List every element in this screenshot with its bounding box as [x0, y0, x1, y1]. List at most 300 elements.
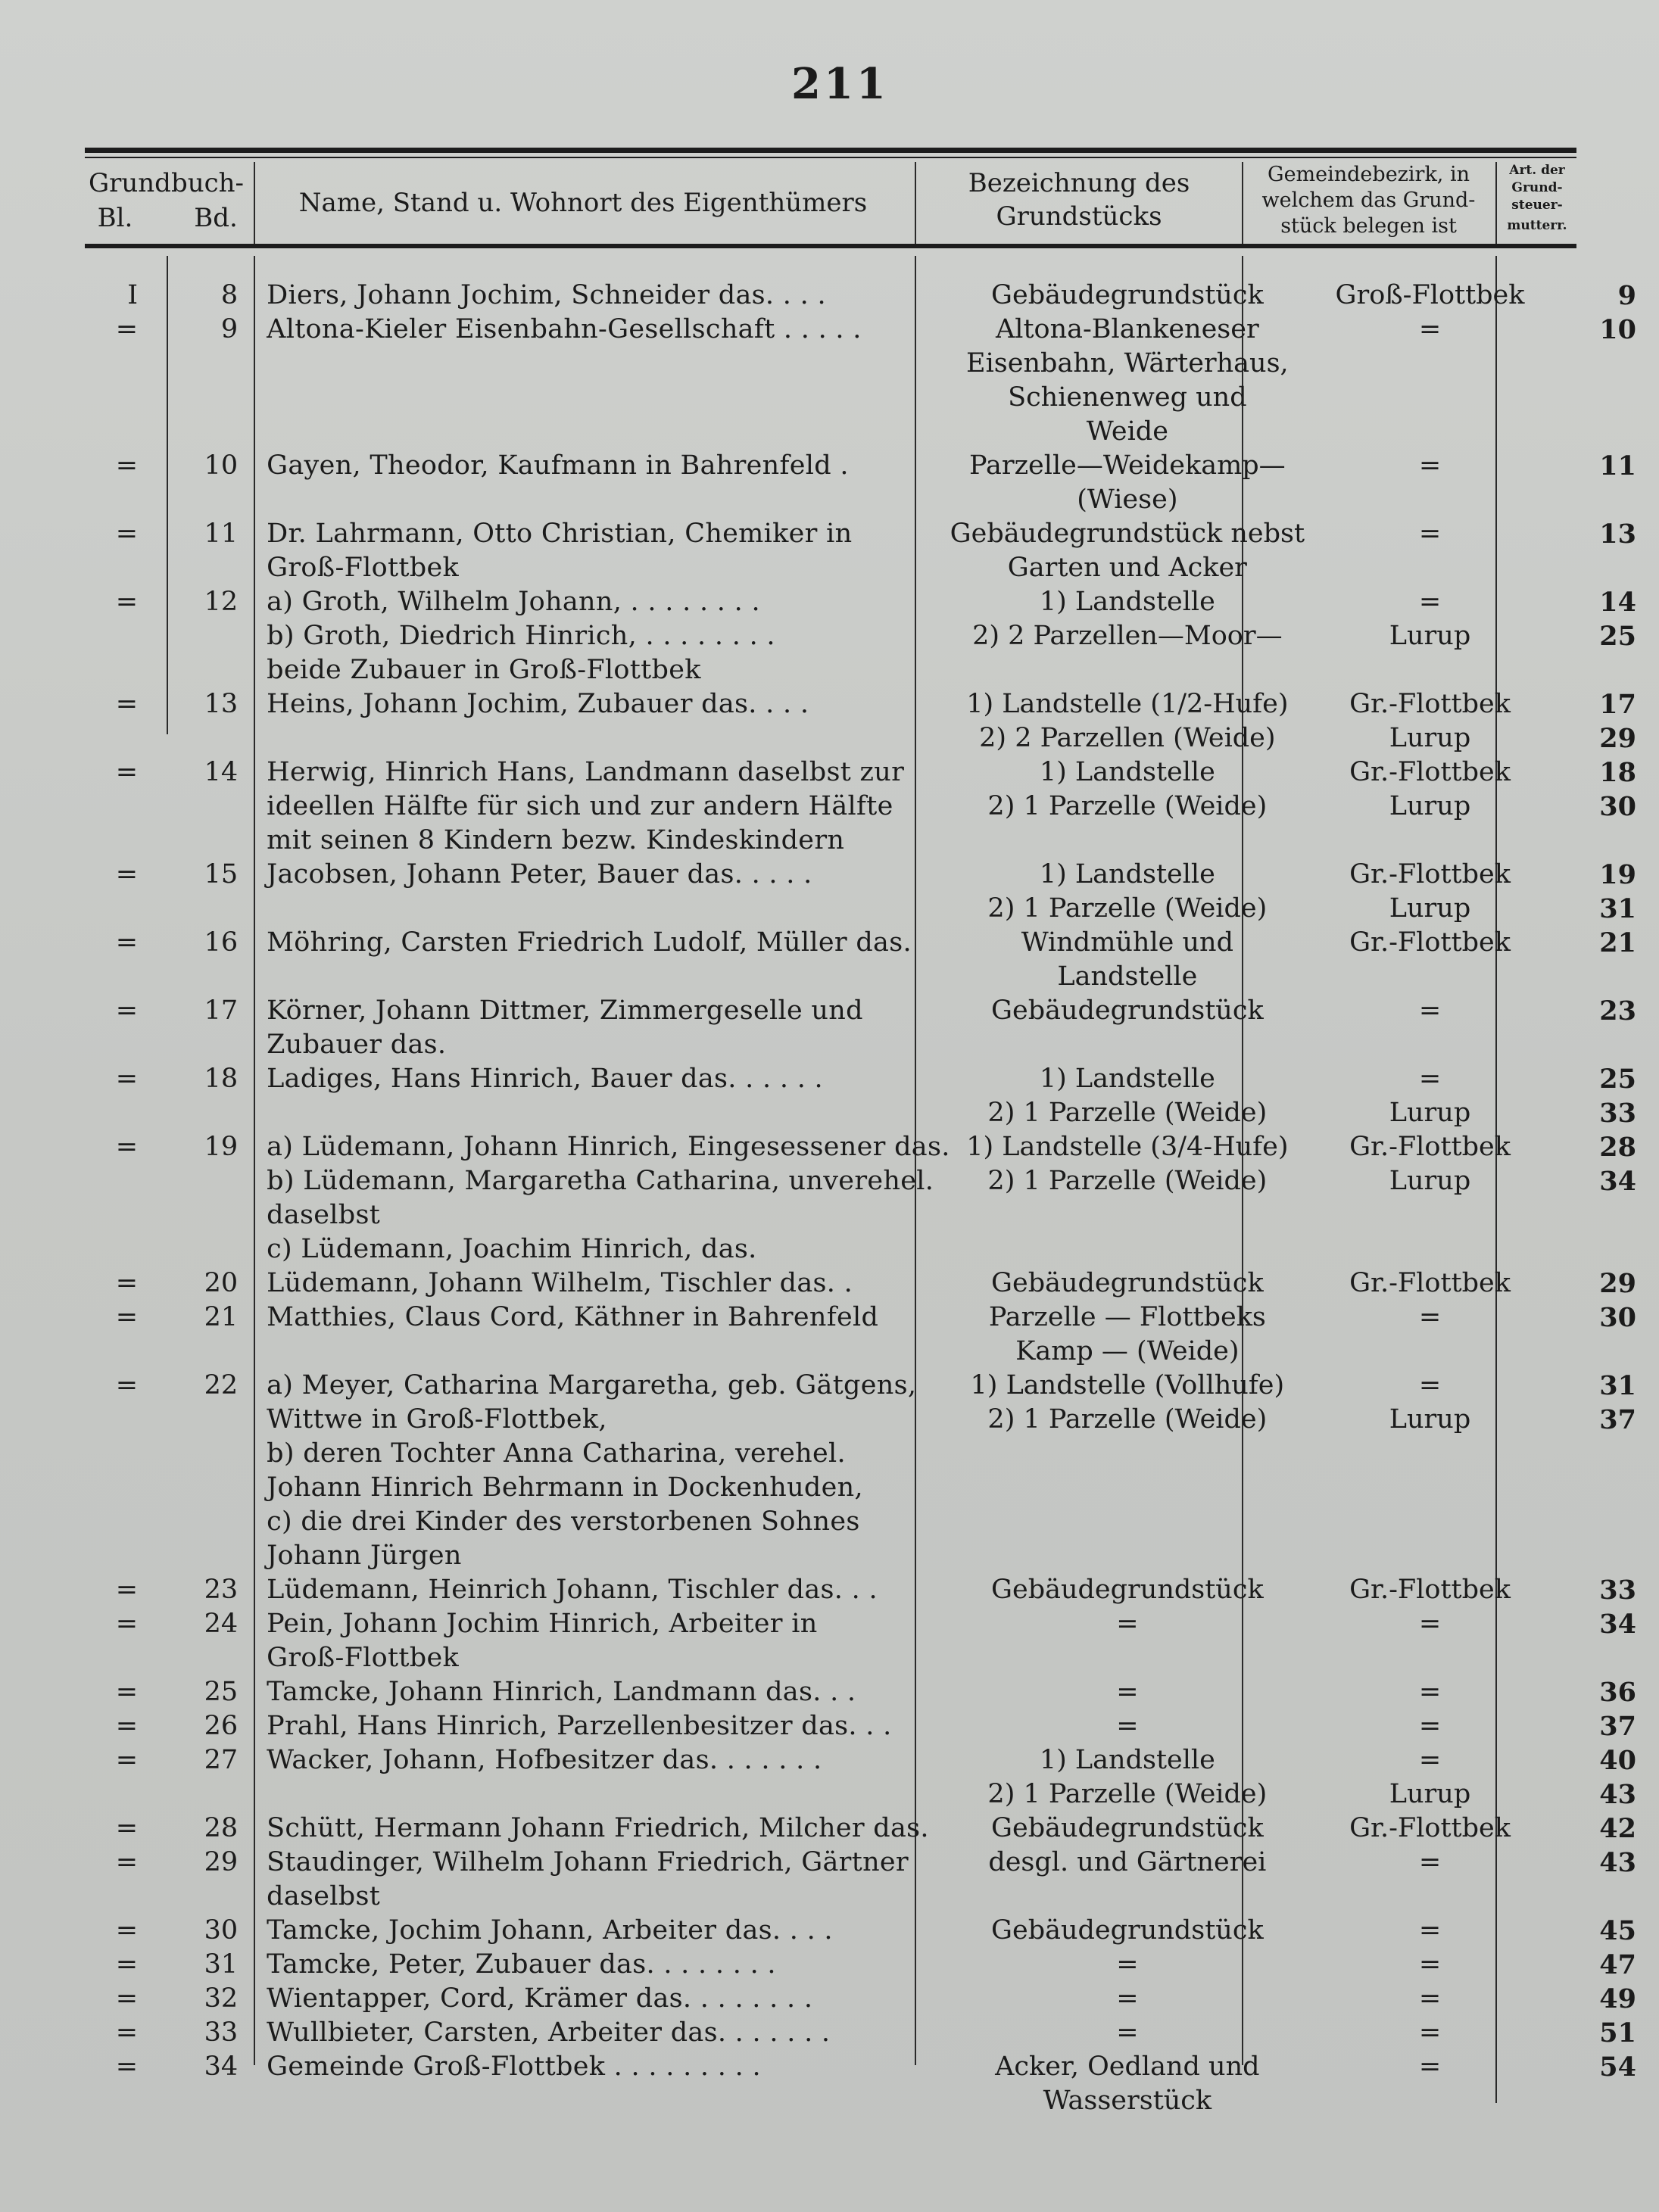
row-bd	[161, 1164, 253, 1198]
row-desc: 1) Landstelle	[1039, 587, 1215, 617]
table-row	[72, 926, 1659, 960]
row-art: 34	[1599, 1609, 1636, 1640]
row-gemeinde: Gr.-Flottbek	[1349, 757, 1511, 787]
header-gemeinde-2: welchem das Grund-	[1261, 188, 1476, 212]
row-name: a) Meyer, Catharina Margaretha, geb. Gätgens,	[267, 1370, 917, 1400]
row-art	[1555, 1880, 1659, 1914]
row-art: 18	[1599, 757, 1636, 788]
row-desc: 2) 1 Parzelle (Weide)	[987, 1098, 1268, 1128]
row-name: Zubauer das.	[267, 1030, 447, 1060]
row-gemeinde: =	[1418, 995, 1442, 1026]
row-desc	[950, 653, 1305, 687]
row-gemeinde: =	[1418, 2052, 1442, 2082]
row-gemeinde: Lurup	[1389, 621, 1471, 651]
row-bl	[72, 1539, 161, 1573]
row-gemeinde: =	[1418, 1915, 1442, 1946]
table-row	[72, 1471, 1659, 1505]
row-art: 29	[1599, 723, 1636, 754]
table-row	[72, 2016, 1659, 2050]
row-art	[1555, 2084, 1659, 2118]
row-name: Heins, Johann Jochim, Zubauer das. . . .	[267, 689, 809, 719]
row-desc: =	[1116, 1711, 1139, 1741]
header-art-3: steuer-	[1511, 198, 1563, 213]
row-name	[253, 1777, 950, 1812]
table-row	[72, 483, 1659, 517]
row-desc: Gebäudegrundstück	[991, 1915, 1264, 1946]
row-desc	[950, 1471, 1305, 1505]
row-art: 36	[1599, 1677, 1636, 1708]
row-name	[253, 721, 950, 756]
table-row	[72, 1709, 1659, 1743]
row-art: 51	[1599, 2017, 1636, 2048]
row-bl: =	[115, 1813, 139, 1843]
row-art: 30	[1599, 1302, 1636, 1333]
row-name: Möhring, Carsten Friedrich Ludolf, Müller das.	[267, 927, 912, 958]
row-name: a) Lüdemann, Johann Hinrich, Eingesessener das.	[267, 1132, 950, 1162]
row-art: 29	[1599, 1268, 1636, 1299]
row-bl: =	[115, 1949, 139, 1980]
table-row	[72, 2050, 1659, 2084]
row-name: Gemeinde Groß-Flottbek . . . . . . . . .	[267, 2052, 761, 2082]
row-art	[1555, 1505, 1659, 1539]
row-desc: 2) 1 Parzelle (Weide)	[987, 791, 1268, 821]
row-name	[253, 892, 950, 926]
row-bd	[161, 824, 253, 858]
row-bd: 32	[204, 1983, 239, 2014]
row-bl: =	[115, 1064, 139, 1094]
row-desc	[950, 1505, 1305, 1539]
table-row	[72, 585, 1659, 619]
row-desc: 1) Landstelle (1/2-Hufe)	[966, 689, 1289, 719]
header-col-sep	[1242, 162, 1243, 244]
row-bd	[161, 1198, 253, 1232]
row-desc: Garten und Acker	[1007, 553, 1247, 583]
row-name: Lüdemann, Heinrich Johann, Tischler das. . .	[267, 1575, 878, 1605]
row-desc: 2) 1 Parzelle (Weide)	[987, 893, 1268, 924]
row-bl: =	[115, 757, 139, 787]
row-bl	[72, 1164, 161, 1198]
row-art: 49	[1599, 1983, 1636, 2014]
row-bd: 25	[204, 1677, 239, 1707]
table-row	[72, 1403, 1659, 1437]
row-gemeinde: Gr.-Flottbek	[1349, 859, 1511, 889]
row-bl	[72, 1198, 161, 1232]
row-gemeinde	[1305, 1028, 1555, 1062]
row-name	[253, 2084, 950, 2118]
row-art	[1555, 1198, 1659, 1232]
row-name: Herwig, Hinrich Hans, Landmann daselbst zur	[267, 757, 905, 787]
row-bd	[161, 1505, 253, 1539]
row-bl	[72, 381, 161, 415]
row-desc: Gebäudegrundstück	[991, 995, 1264, 1026]
table-row	[72, 653, 1659, 687]
row-desc: =	[1116, 2017, 1139, 2048]
row-gemeinde: =	[1418, 1370, 1442, 1400]
row-gemeinde	[1305, 1539, 1555, 1573]
row-desc: Gebäudegrundstück	[991, 1268, 1264, 1298]
top-rule	[85, 148, 1576, 153]
table-row	[72, 1130, 1659, 1164]
row-name: beide Zubauer in Groß-Flottbek	[267, 655, 701, 685]
row-bl: I	[127, 280, 139, 310]
table-row	[72, 1914, 1659, 1948]
row-bl	[72, 347, 161, 381]
row-art: 30	[1599, 791, 1636, 822]
row-gemeinde: Lurup	[1389, 1166, 1471, 1196]
row-name: Diers, Johann Jochim, Schneider das. . . .	[267, 280, 826, 310]
row-gemeinde: =	[1418, 519, 1442, 549]
row-art: 43	[1599, 1779, 1636, 1810]
table-row	[72, 687, 1659, 721]
row-bd	[161, 1880, 253, 1914]
row-bl	[72, 960, 161, 994]
row-bl: =	[115, 1132, 139, 1162]
row-name: Staudinger, Wilhelm Johann Friedrich, Gärtner	[267, 1847, 909, 1877]
row-name: Johann Jürgen	[267, 1541, 462, 1571]
table-row	[72, 994, 1659, 1028]
row-bl: =	[115, 1302, 139, 1332]
row-art: 28	[1599, 1132, 1636, 1163]
row-gemeinde: Lurup	[1389, 893, 1471, 924]
row-bd	[161, 619, 253, 653]
row-desc: 2) 2 Parzellen (Weide)	[979, 723, 1276, 753]
table-row	[72, 1948, 1659, 1982]
row-gemeinde	[1305, 1471, 1555, 1505]
table-row	[72, 858, 1659, 892]
row-gemeinde: Lurup	[1389, 1098, 1471, 1128]
table-row	[72, 1641, 1659, 1675]
row-bd: 27	[204, 1745, 239, 1775]
row-gemeinde: Gr.-Flottbek	[1349, 1132, 1511, 1162]
row-desc: Gebäudegrundstück	[991, 280, 1264, 310]
row-bd	[161, 653, 253, 687]
table-row	[72, 1437, 1659, 1471]
row-bd	[161, 1403, 253, 1437]
row-bl	[72, 892, 161, 926]
table-row	[72, 1982, 1659, 2016]
row-bd	[161, 1096, 253, 1130]
row-desc: =	[1116, 1609, 1139, 1639]
row-name: Dr. Lahrmann, Otto Christian, Chemiker in	[267, 519, 853, 549]
row-art: 42	[1599, 1813, 1636, 1844]
row-bl: =	[115, 995, 139, 1026]
table-row	[72, 1505, 1659, 1539]
row-bd: 34	[204, 2052, 239, 2082]
row-art	[1555, 1471, 1659, 1505]
row-desc: =	[1116, 1677, 1139, 1707]
row-bl	[72, 483, 161, 517]
row-desc: 2) 1 Parzelle (Weide)	[987, 1779, 1268, 1809]
row-bl: =	[115, 587, 139, 617]
header-bezeichnung-2: Grundstücks	[996, 201, 1162, 232]
row-bd: 26	[204, 1711, 239, 1741]
header-gemeinde-3: stück belegen ist	[1280, 214, 1457, 238]
row-desc	[950, 1641, 1305, 1675]
row-bd: 31	[204, 1949, 239, 1980]
row-art: 37	[1599, 1711, 1636, 1742]
table-row	[72, 1539, 1659, 1573]
row-name: Tamcke, Johann Hinrich, Landmann das. . .	[267, 1677, 856, 1707]
row-bd: 17	[204, 995, 239, 1026]
header-rule	[85, 244, 1576, 248]
row-art: 25	[1599, 1064, 1636, 1095]
row-desc: Parzelle — Flottbeks	[988, 1302, 1266, 1332]
row-gemeinde: Gr.-Flottbek	[1349, 1575, 1511, 1605]
header-col-sep	[1495, 162, 1497, 244]
table-row	[72, 449, 1659, 483]
row-art	[1555, 483, 1659, 517]
row-bd	[161, 1335, 253, 1369]
row-bl: =	[115, 1370, 139, 1400]
table-row	[72, 1607, 1659, 1641]
table-row	[72, 2084, 1659, 2118]
row-art: 43	[1599, 1847, 1636, 1878]
table-row	[72, 619, 1659, 653]
row-art: 54	[1599, 2052, 1636, 2083]
row-art: 11	[1599, 450, 1636, 481]
row-desc: Gebäudegrundstück nebst	[950, 519, 1305, 549]
row-bl	[72, 1403, 161, 1437]
row-gemeinde	[1305, 1232, 1555, 1266]
row-bl: =	[115, 1847, 139, 1877]
table-row	[72, 1062, 1659, 1096]
row-bd: 22	[204, 1370, 239, 1400]
row-gemeinde: =	[1418, 2017, 1442, 2048]
row-bd: 23	[204, 1575, 239, 1605]
row-bd: 24	[204, 1609, 239, 1639]
row-bl: =	[115, 1575, 139, 1605]
row-gemeinde: Gr.-Flottbek	[1349, 1813, 1511, 1843]
row-gemeinde: =	[1418, 1711, 1442, 1741]
table-row	[72, 551, 1659, 585]
row-gemeinde: Lurup	[1389, 1404, 1471, 1435]
table-row	[72, 415, 1659, 449]
table-row	[72, 517, 1659, 551]
header-col-sep	[915, 162, 916, 244]
row-name	[253, 483, 950, 517]
row-bl	[72, 1777, 161, 1812]
table-row	[72, 1096, 1659, 1130]
row-bl: =	[115, 314, 139, 344]
row-gemeinde: =	[1418, 1983, 1442, 2014]
header-name: Name, Stand u. Wohnort des Eigenthümers	[298, 188, 868, 218]
row-bd: 33	[204, 2017, 239, 2048]
row-bd	[161, 721, 253, 756]
row-gemeinde: =	[1418, 1847, 1442, 1877]
page-number: 211	[791, 59, 889, 109]
row-gemeinde: =	[1418, 1949, 1442, 1980]
row-desc: 1) Landstelle	[1039, 1064, 1215, 1094]
row-name: daselbst	[267, 1881, 381, 1911]
row-name	[253, 1335, 950, 1369]
row-desc: Altona-Blankeneser	[995, 314, 1259, 344]
row-name: Tamcke, Peter, Zubauer das. . . . . . . .	[267, 1949, 776, 1980]
row-gemeinde	[1305, 551, 1555, 585]
row-gemeinde: =	[1418, 1064, 1442, 1094]
row-art	[1555, 1437, 1659, 1471]
row-desc: Kamp — (Weide)	[1015, 1336, 1240, 1366]
row-name: Pein, Johann Jochim Hinrich, Arbeiter in	[267, 1609, 818, 1639]
row-bl	[72, 415, 161, 449]
row-bd	[161, 551, 253, 585]
row-desc: 1) Landstelle (3/4-Hufe)	[966, 1132, 1289, 1162]
row-bd: 21	[204, 1302, 239, 1332]
row-desc	[950, 1539, 1305, 1573]
header-grundbuch: Grundbuch-	[88, 168, 245, 198]
row-name: Wacker, Johann, Hofbesitzer das. . . . . . .	[267, 1745, 822, 1775]
row-desc	[950, 1437, 1305, 1471]
row-bd: 10	[204, 450, 239, 481]
row-bl: =	[115, 859, 139, 889]
row-bl	[72, 790, 161, 824]
table-row	[72, 1028, 1659, 1062]
row-bl	[72, 2084, 161, 2118]
row-desc: Schienenweg und	[1008, 382, 1247, 413]
row-art: 14	[1599, 587, 1636, 618]
row-bd	[161, 892, 253, 926]
row-bd	[161, 1437, 253, 1471]
row-gemeinde: Lurup	[1389, 1779, 1471, 1809]
row-bl	[72, 721, 161, 756]
row-gemeinde	[1305, 347, 1555, 381]
row-bd	[161, 1232, 253, 1266]
row-art	[1555, 653, 1659, 687]
row-desc: Landstelle	[1057, 961, 1198, 992]
header-bl: Bl.	[97, 203, 133, 233]
row-art	[1555, 1335, 1659, 1369]
row-art: 31	[1599, 893, 1636, 924]
row-name	[253, 415, 950, 449]
row-art: 13	[1599, 519, 1636, 550]
row-desc: =	[1116, 1949, 1139, 1980]
row-art: 40	[1599, 1745, 1636, 1776]
row-gemeinde	[1305, 1437, 1555, 1471]
row-art: 45	[1599, 1915, 1636, 1946]
row-name: b) Groth, Diedrich Hinrich, . . . . . . . .	[267, 621, 775, 651]
table-row	[72, 1301, 1659, 1335]
table-row	[72, 381, 1659, 415]
row-gemeinde: Gr.-Flottbek	[1349, 1268, 1511, 1298]
row-name: Wittwe in Groß-Flottbek,	[267, 1404, 607, 1435]
row-art: 37	[1599, 1404, 1636, 1435]
header-gemeinde-1: Gemeindebezirk, in	[1268, 163, 1470, 186]
row-gemeinde	[1305, 824, 1555, 858]
row-bd: 13	[204, 689, 239, 719]
row-bl	[72, 1437, 161, 1471]
row-name	[253, 960, 950, 994]
row-bl: =	[115, 450, 139, 481]
row-bl: =	[115, 2017, 139, 2048]
row-bl: =	[115, 1983, 139, 2014]
row-name	[253, 1096, 950, 1130]
row-name: Prahl, Hans Hinrich, Parzellenbesitzer das. . .	[267, 1711, 892, 1741]
row-bl: =	[115, 519, 139, 549]
row-bl: =	[115, 1915, 139, 1946]
row-name: Jacobsen, Johann Peter, Bauer das. . . . .	[267, 859, 812, 889]
row-desc: 1) Landstelle	[1039, 859, 1215, 889]
row-bd: 15	[204, 859, 239, 889]
table-row	[72, 721, 1659, 756]
row-bl	[72, 1096, 161, 1130]
row-desc	[950, 1028, 1305, 1062]
row-name: Wullbieter, Carsten, Arbeiter das. . . . . . .	[267, 2017, 831, 2048]
table-row	[72, 347, 1659, 381]
row-bd	[161, 1777, 253, 1812]
row-name: daselbst	[267, 1200, 381, 1230]
row-bd: 9	[220, 314, 239, 344]
row-bl: =	[115, 1268, 139, 1298]
row-bd	[161, 1471, 253, 1505]
row-desc: desgl. und Gärtnerei	[988, 1847, 1267, 1877]
row-art: 31	[1599, 1370, 1636, 1401]
row-bd	[161, 381, 253, 415]
row-name: c) Lüdemann, Joachim Hinrich, das.	[267, 1234, 757, 1264]
row-bd	[161, 347, 253, 381]
row-name: Johann Hinrich Behrmann in Dockenhuden,	[267, 1472, 863, 1503]
row-bl	[72, 1028, 161, 1062]
table-row	[72, 960, 1659, 994]
row-gemeinde: =	[1418, 450, 1442, 481]
row-art: 47	[1599, 1949, 1636, 1980]
row-bl	[72, 1880, 161, 1914]
table-row	[72, 1232, 1659, 1266]
top-rule-thin	[85, 157, 1576, 158]
row-bd	[161, 1539, 253, 1573]
row-name: Gayen, Theodor, Kaufmann in Bahrenfeld .	[267, 450, 849, 481]
table-row	[72, 790, 1659, 824]
row-bl	[72, 551, 161, 585]
row-bd: 29	[204, 1847, 239, 1877]
row-art	[1555, 347, 1659, 381]
row-desc: Weide	[1086, 416, 1168, 447]
row-desc: 2) 2 Parzellen—Moor—	[972, 621, 1283, 651]
row-bd: 30	[204, 1915, 239, 1946]
header-art-1: Art. der	[1509, 163, 1565, 178]
row-bl: =	[115, 1711, 139, 1741]
row-art	[1555, 824, 1659, 858]
row-gemeinde: =	[1418, 587, 1442, 617]
row-gemeinde: =	[1418, 1302, 1442, 1332]
row-bd: 16	[204, 927, 239, 958]
row-bd	[161, 2084, 253, 2118]
header-bezeichnung-1: Bezeichnung des	[968, 168, 1190, 198]
row-desc: Gebäudegrundstück	[991, 1813, 1264, 1843]
table-row	[72, 1743, 1659, 1777]
row-desc: 2) 1 Parzelle (Weide)	[987, 1166, 1268, 1196]
row-bl: =	[115, 927, 139, 958]
row-bl	[72, 1471, 161, 1505]
header-col-sep	[254, 162, 255, 244]
row-name: Körner, Johann Dittmer, Zimmergeselle und	[267, 995, 863, 1026]
row-desc: Wasserstück	[1043, 2086, 1212, 2116]
row-gemeinde	[1305, 2084, 1555, 2118]
row-gemeinde: =	[1418, 1677, 1442, 1707]
row-bd	[161, 1028, 253, 1062]
row-gemeinde: Groß-Flottbek	[1335, 280, 1525, 310]
table-row	[72, 824, 1659, 858]
row-bl: =	[115, 1677, 139, 1707]
row-name: c) die drei Kinder des verstorbenen Sohnes	[267, 1506, 860, 1537]
row-art: 17	[1599, 689, 1636, 720]
row-bd	[161, 415, 253, 449]
row-gemeinde	[1305, 381, 1555, 415]
row-art	[1555, 381, 1659, 415]
row-name: mit seinen 8 Kindern bezw. Kindeskindern	[267, 825, 845, 855]
row-desc: Gebäudegrundstück	[991, 1575, 1264, 1605]
row-name: Groß-Flottbek	[267, 553, 459, 583]
row-name: b) deren Tochter Anna Catharina, verehel.	[267, 1438, 846, 1469]
row-desc: Acker, Oedland und	[995, 2052, 1260, 2082]
